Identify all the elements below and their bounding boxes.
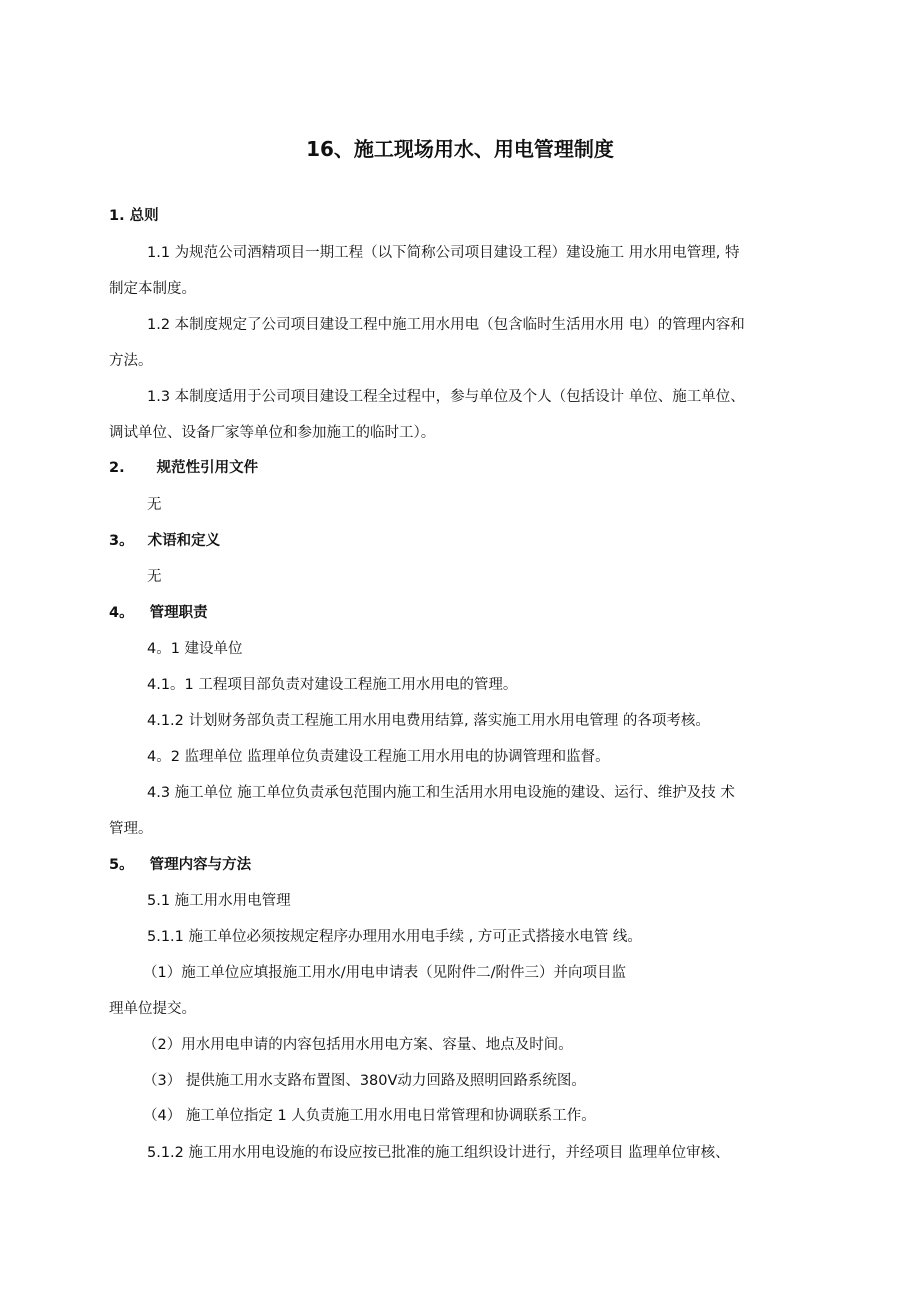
clause-4-3-line-2: 管理。 — [109, 821, 153, 837]
clause-1-1-line-2: 制定本制度。 — [109, 281, 196, 297]
clause-4-3-line-1: 4.3 施工单位 施工单位负责承包范围内施工和生活用水用电设施的建设、运行、维护及技 术 — [147, 785, 735, 801]
section-4-title: 管理职责 — [149, 605, 208, 621]
section-2-title: 规范性引用文件 — [156, 460, 259, 476]
clause-1-2-line-2: 方法。 — [109, 353, 153, 369]
section-5-number: 5。 — [109, 857, 134, 873]
clause-4-1-2: 4.1.2 计划财务部负责工程施工用水用电费用结算, 落实施工用水用电管理 的各项考核。 — [147, 713, 710, 729]
clause-1-3-line-2: 调试单位、设备厂家等单位和参加施工的临时工）。 — [109, 425, 436, 441]
section-5-title: 管理内容与方法 — [149, 857, 252, 873]
section-3-body: 无 — [147, 569, 162, 585]
section-2-heading — [109, 458, 258, 478]
item-4: （4） 施工单位指定 1 人负责施工用水用电日常管理和协调联系工作。 — [143, 1108, 596, 1124]
document-title: 16、施工现场用水、用电管理制度 — [306, 137, 614, 161]
clause-4-1-1: 4.1。1 工程项目部负责对建设工程施工用水用电的管理。 — [147, 677, 518, 693]
section-3-number: 3。 — [109, 533, 134, 549]
clause-4-2: 4。2 监理单位 监理单位负责建设工程施工用水用电的协调管理和监督。 — [147, 749, 610, 765]
section-2-number: 2. — [109, 460, 125, 476]
section-3-heading — [109, 531, 220, 551]
clause-5-1: 5.1 施工用水用电管理 — [147, 893, 291, 909]
clause-1-3-line-1: 1.3 本制度适用于公司项目建设工程全过程中，参与单位及个人（包括设计 单位、施工单位、 — [147, 389, 745, 405]
section-2-body: 无 — [147, 497, 162, 513]
item-2: （2）用水用电申请的内容包括用水用电方案、容量、地点及时间。 — [143, 1037, 573, 1053]
item-1-line-1: （1）施工单位应填报施工用水/用电申请表（见附件二/附件三）并向项目监 — [143, 965, 626, 981]
section-4-heading — [109, 603, 208, 623]
clause-1-2-line-1: 1.2 本制度规定了公司项目建设工程中施工用水用电（包含临时生活用水用 电）的管理内容和 — [147, 317, 745, 333]
item-1-line-2: 理单位提交。 — [109, 1001, 196, 1017]
section-1-heading: 1. 总则 — [109, 208, 159, 224]
section-5-heading — [109, 855, 251, 875]
section-3-title: 术语和定义 — [147, 533, 221, 549]
clause-1-1-line-1: 1.1 为规范公司酒精项目一期工程（以下简称公司项目建设工程）建设施工 用水用电管理, 特 — [147, 245, 740, 261]
clause-4-1: 4。1 建设单位 — [147, 641, 243, 657]
item-3: （3） 提供施工用水支路布置图、380V动力回路及照明回路系统图。 — [143, 1073, 586, 1089]
clause-5-1-1: 5.1.1 施工单位必须按规定程序办理用水用电手续 , 方可正式搭接水电管 线。 — [147, 929, 642, 945]
section-4-number: 4。 — [109, 605, 134, 621]
clause-5-1-2: 5.1.2 施工用水用电设施的布设应按已批准的施工组织设计进行，并经项目 监理单位审核、 — [147, 1145, 730, 1161]
